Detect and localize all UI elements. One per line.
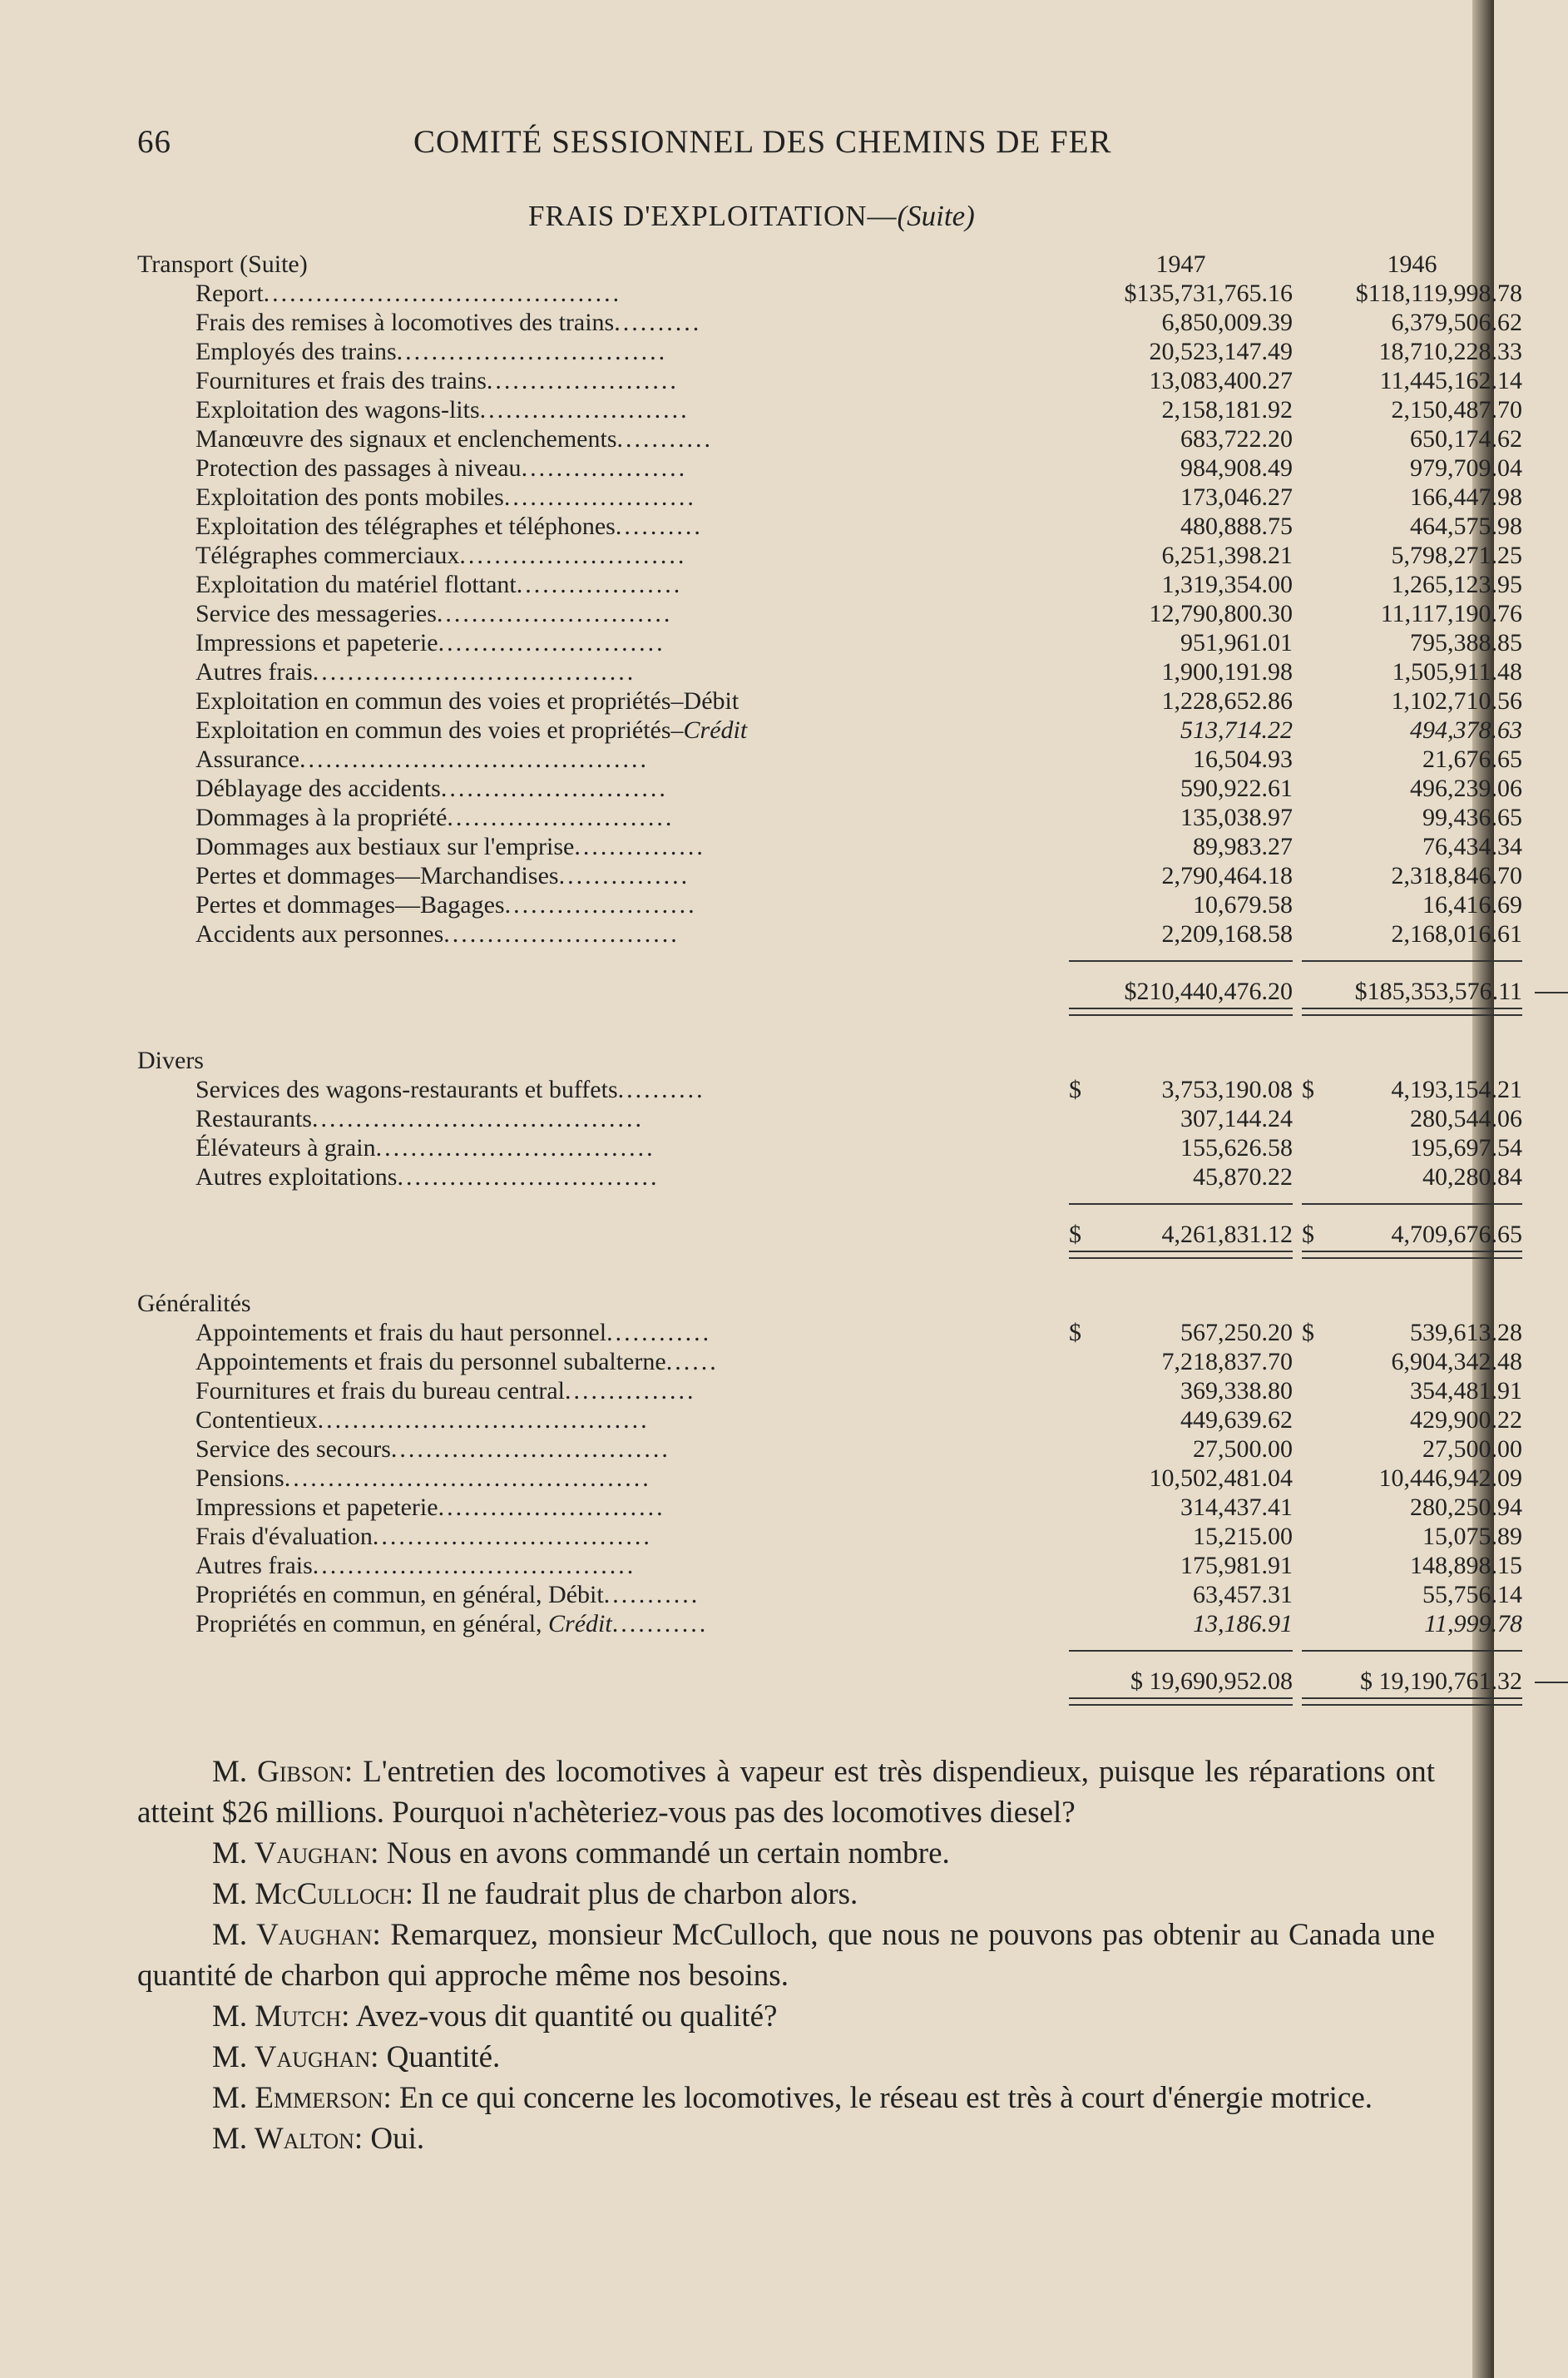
value-1946: 354,481.91: [1410, 1377, 1522, 1405]
row-label: Autres exploitations..............................: [195, 1163, 660, 1191]
table-row: [137, 1580, 1522, 1609]
table-row: [137, 1104, 1522, 1133]
value-1946: 464,575.98: [1410, 513, 1522, 540]
row-label: Service des secours................................: [195, 1435, 670, 1463]
value-1947: 12,790,800.30: [1149, 600, 1293, 627]
value-1946: $ 539,613.28: [1302, 1319, 1522, 1346]
table-row: [137, 832, 1522, 861]
value-1947: 590,922.61: [1180, 775, 1293, 802]
speaker-name: M. Walton:: [212, 2122, 364, 2156]
value-1946: 166,447.98: [1410, 483, 1522, 511]
table-row: [137, 1551, 1522, 1580]
table-row: [137, 1522, 1522, 1551]
value-1946: 280,250.94: [1410, 1494, 1522, 1521]
value-1947: 2,209,168.58: [1161, 920, 1293, 948]
value-1946: 2,168,016.61: [1391, 920, 1522, 948]
dialogue-paragraph: [137, 1915, 1435, 1996]
value-1947: 175,981.91: [1180, 1552, 1293, 1579]
value-1947: 1,228,652.86: [1161, 687, 1293, 715]
row-label: Propriétés en commun, en général, Crédit...........: [195, 1610, 709, 1637]
dialogue-paragraph: [137, 1751, 1435, 1833]
divers-rows: [137, 1075, 1522, 1191]
value-1947: 155,626.58: [1180, 1134, 1293, 1162]
value-1947: 13,083,400.27: [1149, 367, 1293, 394]
speaker-name: M. Vaughan:: [212, 2040, 379, 2074]
row-label: Services des wagons-restaurants et buffets..........: [195, 1076, 705, 1103]
expenses-table: [137, 250, 1522, 1712]
table-row: [137, 1464, 1522, 1493]
value-1946: 280,544.06: [1410, 1105, 1522, 1132]
value-1947: 7,218,837.70: [1161, 1348, 1293, 1375]
value-1947: 6,850,009.39: [1161, 309, 1293, 336]
value-1947: 1,900,191.98: [1161, 658, 1293, 686]
value-1946: 494,378.63: [1410, 716, 1522, 744]
row-label: Contentieux......................................: [195, 1406, 650, 1434]
value-1946: 40,280.84: [1422, 1163, 1522, 1191]
row-label: Appointements et frais du personnel subalterne......: [195, 1348, 719, 1375]
row-label: Exploitation du matériel flottant...................: [195, 571, 683, 598]
row-label: Autres frais.....................................: [195, 658, 636, 686]
table-row: [137, 1162, 1522, 1191]
speech-text: Il ne faudrait plus de charbon alors.: [413, 1877, 858, 1911]
table-row: [137, 861, 1522, 890]
divers-total-1946: $ 4,709,676.65: [1302, 1221, 1522, 1248]
row-label: Dommages aux bestiaux sur l'emprise...............: [195, 833, 705, 860]
row-label: Exploitation des ponts mobiles......................: [195, 483, 696, 511]
value-1946: 195,697.54: [1410, 1134, 1522, 1162]
section-heading-transport: Transport (Suite): [137, 250, 308, 278]
section-row-generalites: [137, 1289, 1385, 1318]
value-1947: 307,144.24: [1180, 1105, 1293, 1132]
table-row: [137, 774, 1522, 803]
table-title-text: FRAIS D'EXPLOITATION—: [528, 200, 898, 232]
value-1947: 10,502,481.04: [1149, 1464, 1293, 1492]
row-label: Assurance........................................: [195, 746, 649, 773]
row-label: Restaurants......................................: [195, 1105, 644, 1132]
dollar-sign: $: [1069, 1221, 1081, 1248]
value-1946: 10,446,942.09: [1378, 1464, 1522, 1492]
section-heading-generalites: Généralités: [137, 1290, 251, 1317]
value-1947: 173,046.27: [1180, 483, 1293, 511]
value-1947: 135,038.97: [1180, 804, 1293, 831]
table-row: [137, 512, 1522, 541]
value-1946: 148,898.15: [1410, 1552, 1522, 1579]
row-label: Autres frais.....................................: [195, 1552, 636, 1579]
table-row: [137, 919, 1522, 949]
row-label: Protection des passages à niveau...................: [195, 454, 688, 482]
speaker-name: M. Mutch:: [212, 1999, 350, 2034]
table-row: [137, 890, 1522, 919]
row-label: Fournitures et frais des trains......................: [195, 367, 679, 394]
table-row: [137, 745, 1522, 774]
value-1946: 6,379,506.62: [1391, 309, 1522, 336]
row-label: Fournitures et frais du bureau central...............: [195, 1377, 696, 1405]
value-1947: 984,908.49: [1180, 454, 1293, 482]
value-1946: 979,709.04: [1410, 454, 1522, 482]
speaker-name: M. McCulloch:: [212, 1877, 414, 1911]
dialogue-paragraph: [137, 2118, 1435, 2159]
value-1947: 89,983.27: [1193, 833, 1293, 860]
table-row: [137, 308, 1522, 337]
value-1946: 76,434.34: [1422, 833, 1522, 860]
table-row: [137, 1318, 1522, 1347]
table-title: [528, 200, 975, 233]
row-label: Exploitation des télégraphes et téléphones..........: [195, 513, 703, 540]
value-1946: 496,239.06: [1410, 775, 1522, 802]
table-row: [137, 570, 1522, 599]
speech-text: Quantité.: [378, 2040, 501, 2074]
row-label: Propriétés en commun, en général, Débit...........: [195, 1581, 700, 1608]
margin-dash: [1535, 992, 1568, 993]
value-1946: 99,436.65: [1422, 804, 1522, 831]
table-row: [137, 657, 1522, 686]
value-1947: 683,722.20: [1180, 425, 1293, 453]
table-header-row: [137, 250, 1437, 279]
table-row: [137, 1075, 1522, 1104]
margin-dash: [1535, 1682, 1568, 1683]
generalites-total-row: [137, 1667, 1522, 1696]
value-1946: 1,102,710.56: [1391, 687, 1522, 715]
value-1947: 45,870.22: [1193, 1163, 1293, 1191]
table-row: [137, 279, 1522, 308]
value-1946: 55,756.14: [1422, 1581, 1522, 1608]
value-1946: 15,075.89: [1422, 1523, 1522, 1550]
row-label: Pensions..........................................: [195, 1464, 651, 1492]
value-1947: 63,457.31: [1193, 1581, 1293, 1608]
value-1946: 18,710,228.33: [1378, 338, 1522, 365]
total-double-rule: [137, 1696, 1385, 1712]
dialogue-paragraph: [137, 1996, 1435, 2037]
generalites-rows: [137, 1318, 1522, 1638]
column-header-1946: 1946: [1387, 250, 1437, 278]
divers-total-1947: $ 4,261,831.12: [1069, 1221, 1293, 1248]
value-1947: 513,714.22: [1180, 716, 1293, 744]
value-1947: 27,500.00: [1193, 1435, 1293, 1463]
table-row: [137, 453, 1522, 483]
dialogue-paragraph: [137, 1833, 1435, 1874]
row-label: Accidents aux personnes...........................: [195, 920, 680, 948]
table-row: [137, 1609, 1522, 1638]
value-1946: $ 4,193,154.21: [1302, 1076, 1522, 1103]
row-label: Pertes et dommages—Bagages......................: [195, 891, 697, 919]
speech-text: Avez-vous dit quantité ou qualité?: [349, 1999, 778, 2034]
value-1947: $135,731,765.16: [1124, 280, 1293, 307]
page-number: 66: [137, 124, 171, 160]
dollar-sign: $: [1302, 1221, 1314, 1248]
value-1947: 369,338.80: [1180, 1377, 1293, 1405]
value-1946: 21,676.65: [1422, 746, 1522, 773]
row-label: Dommages à la propriété..........................: [195, 804, 675, 831]
row-label: Impressions et papeterie..........................: [195, 1494, 665, 1521]
table-row: [137, 1405, 1522, 1434]
row-label: Exploitation en commun des voies et propriétés–Débit: [195, 687, 739, 715]
total-double-rule: [137, 1249, 1385, 1266]
dollar-sign: $: [1069, 1076, 1081, 1103]
table-row: [137, 541, 1522, 570]
dollar-sign: $: [1069, 1319, 1081, 1346]
speech-text: En ce qui concerne les locomotives, le réseau est très à court d'énergie motrice.: [391, 2081, 1373, 2115]
value-1946: 650,174.62: [1410, 425, 1522, 453]
transport-rows: [137, 279, 1522, 949]
speaker-name: M. Vaughan:: [212, 1836, 379, 1870]
table-row: [137, 599, 1522, 628]
value-1947: $ 567,250.20: [1069, 1319, 1293, 1346]
table-row: [137, 1376, 1522, 1405]
row-label: Pertes et dommages—Marchandises...............: [195, 862, 690, 889]
table-row: [137, 716, 1522, 745]
subtotal-rule: [137, 960, 1385, 977]
transport-total-1947: $210,440,476.20: [1124, 978, 1293, 1005]
value-1947: 6,251,398.21: [1161, 542, 1293, 569]
table-row: [137, 686, 1522, 716]
table-row: [137, 483, 1522, 512]
speech-text: Remarquez, monsieur McCulloch, que nous ne pouvons pas obtenir au Canada une quantité de charbon qui approche même nos besoins.: [137, 1918, 1435, 1993]
value-1946: 27,500.00: [1422, 1435, 1522, 1463]
value-1946: 1,265,123.95: [1391, 571, 1522, 598]
table-row: [137, 1133, 1522, 1162]
value-1947: 1,319,354.00: [1161, 571, 1293, 598]
row-label: Employés des trains...............................: [195, 338, 668, 365]
row-label: Exploitation en commun des voies et propriétés–Crédit: [195, 716, 748, 744]
running-title: COMITÉ SESSIONNEL DES CHEMINS DE FER: [413, 124, 1112, 160]
dollar-sign: $: [1302, 1076, 1314, 1103]
table-title-suite: (Suite): [897, 200, 975, 232]
value-1946: 2,318,846.70: [1391, 862, 1522, 889]
value-1947: 951,961.01: [1180, 629, 1293, 656]
transport-total-row: [137, 977, 1522, 1006]
value-1946: 6,904,342.48: [1391, 1348, 1522, 1375]
value-1947: 314,437.41: [1180, 1494, 1293, 1521]
speaker-name: M. Gibson:: [212, 1755, 354, 1789]
value-1947: 10,679.58: [1193, 891, 1293, 919]
table-row: [137, 803, 1522, 832]
table-row: [137, 1347, 1522, 1376]
row-label: Télégraphes commerciaux..........................: [195, 542, 687, 569]
speech-text: Oui.: [363, 2122, 425, 2156]
value-1946: 795,388.85: [1410, 629, 1522, 656]
value-1947: 20,523,147.49: [1149, 338, 1293, 365]
section-heading-divers: Divers: [137, 1047, 204, 1074]
value-1947: 15,215.00: [1193, 1523, 1293, 1550]
dialogue-paragraph: [137, 2037, 1435, 2078]
column-header-1947: 1947: [1155, 250, 1206, 278]
speaker-name: M. Emmerson:: [212, 2081, 392, 2115]
value-1946: 11,117,190.76: [1380, 600, 1522, 627]
value-1947: 16,504.93: [1193, 746, 1293, 773]
speech-text: Nous en avons commandé un certain nombre.: [378, 1836, 950, 1870]
table-row: [137, 1493, 1522, 1522]
row-label: Élévateurs à grain................................: [195, 1134, 655, 1162]
section-row-divers: [137, 1046, 1385, 1075]
value-1946: 429,900.22: [1410, 1406, 1522, 1434]
dialogue-paragraph: [137, 2078, 1435, 2118]
table-row: [137, 628, 1522, 657]
row-label: Exploitation des wagons-lits........................: [195, 396, 690, 424]
subtotal-rule: [137, 1650, 1385, 1667]
row-label: Frais d'évaluation................................: [195, 1523, 652, 1550]
divers-total-row: [137, 1220, 1522, 1249]
value-1946: 11,999.78: [1424, 1610, 1522, 1637]
dialogue-paragraph: [137, 1874, 1435, 1915]
row-label: Report.........................................: [195, 280, 622, 307]
row-label: Service des messageries...........................: [195, 600, 673, 627]
row-label: Appointements et frais du haut personnel............: [195, 1319, 712, 1346]
value-1946: 16,416.69: [1422, 891, 1522, 919]
row-label: Frais des remises à locomotives des trains..........: [195, 309, 702, 336]
subtotal-rule: [137, 1203, 1385, 1220]
row-label: Déblayage des accidents..........................: [195, 775, 668, 802]
value-1947: 13,186.91: [1193, 1610, 1293, 1637]
value-1946: 1,505,911.48: [1392, 658, 1522, 686]
committee-dialogue: [137, 1751, 1435, 2159]
generalites-total-1947: $ 19,690,952.08: [1130, 1667, 1293, 1695]
value-1947: $ 3,753,190.08: [1069, 1076, 1293, 1103]
speech-text: L'entretien des locomotives à vapeur est très dispendieux, puisque les réparations ont atteint $26 millions. Pourquoi n'achèteriez-vous pas des locomotives diesel?: [137, 1755, 1435, 1830]
table-row: [137, 1434, 1522, 1464]
value-1946: 11,445,162.14: [1379, 367, 1522, 394]
value-1947: 449,639.62: [1180, 1406, 1293, 1434]
value-1946: 2,150,487.70: [1391, 396, 1522, 424]
generalites-total-1946: $ 19,190,761.32: [1360, 1667, 1522, 1695]
row-label: Impressions et papeterie..........................: [195, 629, 665, 656]
table-row: [137, 337, 1522, 366]
value-1947: 2,158,181.92: [1161, 396, 1293, 424]
dollar-sign: $: [1302, 1319, 1314, 1346]
transport-total-1946: $185,353,576.11: [1354, 978, 1522, 1005]
table-row: [137, 424, 1522, 453]
speaker-name: M. Vaughan:: [212, 1918, 381, 1952]
value-1947: 480,888.75: [1180, 513, 1293, 540]
value-1947: 2,790,464.18: [1161, 862, 1293, 889]
row-label: Manœuvre des signaux et enclenchements...........: [195, 425, 713, 453]
value-1946: $118,119,998.78: [1355, 280, 1522, 307]
total-double-rule: [137, 1006, 1385, 1023]
table-row: [137, 395, 1522, 424]
value-1946: 5,798,271.25: [1391, 542, 1522, 569]
table-row: [137, 366, 1522, 395]
